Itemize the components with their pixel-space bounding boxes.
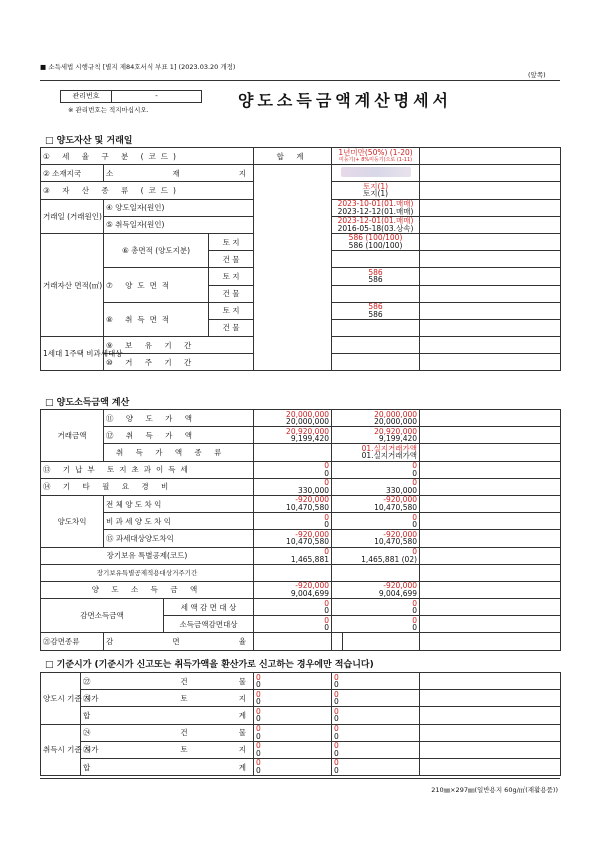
sale-building-label: ㉒ 건 물 — [81, 673, 254, 690]
capital-income-value: -920,000 — [383, 581, 418, 591]
capital-income-total: -920,000 — [295, 581, 329, 591]
reduced-income-group: 감면소득금액 — [41, 599, 164, 633]
zero-value: 0 — [324, 615, 329, 625]
total-gain-value: -920,000 — [383, 495, 418, 505]
other-expenses-value: 330,000 — [386, 485, 418, 495]
zero-value: 0 — [334, 724, 339, 734]
footer-divider — [40, 778, 560, 779]
management-number-label: 관리번호 — [61, 91, 112, 102]
zero-value: 0 — [334, 680, 339, 690]
area-group: 거래자산 면적(㎡) — [41, 233, 104, 336]
asset-type-label: ③ 자 산 종 류 (코드) — [41, 182, 254, 199]
table-row — [41, 427, 561, 444]
acquisition-standard-group: 취득시 기준 시가 — [41, 724, 81, 776]
management-number-note: ※ 관리번호는 적지마십시오. — [68, 106, 149, 114]
zero-value: 0 — [256, 706, 261, 716]
zero-value: 0 — [256, 731, 261, 741]
total-area-value-2: 586 (100/100) — [348, 241, 403, 251]
acquisition-date-value-2: 2016-05-18(03.상속) — [337, 223, 414, 233]
acquisition-date-value: 2023-12-01(01.매매) — [337, 216, 414, 226]
zero-value: 0 — [324, 598, 329, 608]
income-table — [40, 409, 561, 651]
acquisition-price-total: 20,920,000 — [286, 426, 329, 436]
tax-rate-value-main: 1년미만(50%) (1-20) — [338, 148, 413, 158]
zero-value: 0 — [334, 706, 339, 716]
asset-type-value-2: 토지(1) — [362, 189, 389, 199]
table-row — [41, 741, 561, 758]
other-expenses-label: ⑭ 기 타 필 요 경 비 — [41, 478, 254, 495]
acquisition-date-label: ⑤ 취득일자(원인) — [104, 216, 254, 233]
acquisition-land-label: ㉕ 토 지 — [81, 741, 254, 758]
total-header: 합 계 — [254, 148, 332, 165]
sale-price-total-2: 20,000,000 — [286, 417, 329, 427]
assets-table — [40, 147, 561, 371]
table-row — [41, 148, 561, 165]
sale-land-label: ㉓ 토 지 — [81, 690, 254, 707]
section-assets-title: □ 양도자산 및 거래일 — [45, 136, 133, 146]
standard-price-table — [40, 672, 561, 776]
land-label: 토 지 — [209, 268, 254, 285]
zero-value: 0 — [334, 697, 339, 707]
tax-reduction-label: 세 액 감 면 대 상 — [164, 599, 254, 616]
zero-value: 0 — [412, 461, 418, 471]
location-value — [332, 165, 420, 182]
acquisition-area-value-2: 586 — [368, 309, 383, 319]
reduction-type-label: ㉑감면종류 — [41, 633, 104, 650]
acquisition-price-value-2: 9,199,420 — [378, 434, 418, 444]
residence-period-label: ⑩ 거 주 기 간 — [104, 354, 254, 371]
table-row — [41, 673, 561, 690]
acquisition-area-value: 586 — [368, 302, 383, 312]
sale-date-value-2: 2023-12-12(01.매매) — [337, 206, 414, 216]
acquisition-price-type-value-2: 01.실지거래가액 — [361, 451, 418, 461]
table-row — [41, 707, 561, 724]
zero-value: 0 — [324, 461, 329, 471]
tax-rate-value-sub: 미등기(+ 8%미등기)으로 (1-11) — [338, 156, 413, 163]
trade-date-group: 거래일 (거래원인) — [41, 199, 104, 233]
table-row — [41, 599, 561, 616]
zero-value: 0 — [412, 623, 418, 633]
tax-rate-value — [332, 148, 420, 165]
reduction-rate-label: 감 면 율 — [104, 633, 254, 650]
zero-value: 0 — [256, 724, 261, 734]
income-reduction-label: 소득금액감면대상 — [164, 616, 254, 633]
sale-price-total: 20,000,000 — [286, 409, 329, 419]
law-reference: ■ 소득세법 시행규칙 [별지 제84호서식 부표 1] (2023.03.20 개정) — [40, 63, 236, 71]
acquisition-sum-label: 합 계 — [81, 758, 254, 775]
taxable-gain-label: ⑮ 과세대상양도차익 — [104, 530, 254, 547]
trade-price-group: 거래금액 — [41, 410, 104, 462]
table-row — [41, 444, 561, 461]
zero-value: 0 — [324, 468, 329, 478]
building-label: 건 물 — [209, 319, 254, 336]
zero-value: 0 — [412, 520, 418, 530]
zero-value: 0 — [334, 741, 339, 751]
table-row — [41, 530, 561, 547]
long-term-deduction-label: 장기보유 특별공제(코드) — [41, 547, 254, 564]
zero-value: 0 — [412, 598, 418, 608]
sale-area-label: ⑦ 양도면적 — [104, 268, 209, 302]
total-area-label: ⑥ 총면적 (양도지분) — [104, 233, 209, 267]
zero-value: 0 — [334, 748, 339, 758]
sale-sum-label: 합 계 — [81, 707, 254, 724]
long-term-residence-label: 장기보유특별공제적용대상거주기간 — [41, 564, 254, 581]
table-row — [41, 633, 561, 650]
capital-income-value-2: 9,004,699 — [378, 588, 418, 598]
sale-price-value: 20,000,000 — [374, 409, 418, 419]
zero-value: 0 — [412, 478, 418, 488]
long-term-deduction-value: 1,465,881 (02) — [361, 554, 418, 564]
table-row — [41, 478, 561, 495]
zero-value: 0 — [324, 512, 329, 522]
acquisition-price-total-2: 9,199,420 — [290, 434, 329, 444]
paper-spec: 210㎜×297㎜(일반용지 60g/㎡(재활용품)) — [431, 786, 558, 794]
sale-price-value-2: 20,000,000 — [374, 417, 418, 427]
sale-area-value: 586 — [368, 267, 383, 277]
taxable-gain-total: -920,000 — [295, 529, 329, 539]
zero-value: 0 — [324, 520, 329, 530]
zero-value: 0 — [256, 680, 261, 690]
zero-value: 0 — [334, 758, 339, 768]
zero-value: 0 — [256, 766, 261, 776]
building-label: 건 물 — [209, 251, 254, 268]
table-row — [41, 410, 561, 427]
table-row — [41, 547, 561, 564]
sale-price-label: ⑪ 양 도 가 액 — [104, 410, 254, 427]
zero-value: 0 — [256, 697, 261, 707]
zero-value: 0 — [256, 714, 261, 724]
zero-value: 0 — [334, 689, 339, 699]
section-standard-price-title: □ 기준시가 (기준시가 신고또는 취득가액을 환산가로 신고하는 경우에만 적습니다) — [45, 660, 374, 670]
zero-value: 0 — [256, 741, 261, 751]
holding-period-label: ⑨ 보 유 기 간 — [104, 337, 254, 354]
total-column — [254, 165, 332, 371]
acquisition-price-type-value: 01.실지거래가액 — [361, 443, 418, 453]
capital-gain-group: 양도차익 — [41, 495, 104, 547]
total-gain-total-2: 10,470,580 — [286, 503, 329, 513]
zero-value: 0 — [324, 547, 329, 556]
table-row — [41, 495, 561, 512]
zero-value: 0 — [324, 606, 329, 616]
location-blurred — [341, 167, 411, 177]
country-label: ② 소재지국 — [41, 165, 104, 182]
building-label: 건 물 — [209, 285, 254, 302]
management-number-value: - — [155, 92, 158, 100]
zero-value: 0 — [412, 512, 418, 522]
tax-rate-type-label: ① 세 율 구 분 (코드) — [41, 148, 254, 165]
table-row — [41, 564, 561, 581]
capital-income-label: 양 도 소 득 금 액 — [41, 581, 254, 598]
zero-value: 0 — [334, 714, 339, 724]
header-divider — [40, 80, 560, 81]
zero-value: 0 — [412, 615, 418, 625]
page-title: 양도소득금액계산명세서 — [238, 91, 453, 110]
page-side: (앞쪽) — [528, 71, 546, 79]
zero-value: 0 — [412, 547, 418, 556]
table-row — [41, 165, 561, 182]
zero-value: 0 — [412, 468, 418, 478]
zero-value: 0 — [256, 758, 261, 768]
zero-value: 0 — [256, 672, 261, 682]
taxable-gain-value: -920,000 — [383, 529, 418, 539]
taxable-gain-total-2: 10,470,580 — [286, 537, 329, 547]
table-row — [41, 513, 561, 530]
single-house-group: 1세대 1주택 비과세대상 — [41, 337, 104, 371]
taxable-gain-value-2: 10,470,580 — [374, 537, 418, 547]
land-label: 토 지 — [209, 302, 254, 319]
section-income-title: □ 양도소득금액 계산 — [45, 398, 130, 408]
other-expenses-total: 330,000 — [297, 485, 329, 495]
sale-standard-group: 양도시 기준 시가 — [41, 673, 81, 725]
acquisition-area-label: ⑧ 취득면적 — [104, 302, 209, 336]
nontaxable-gain-label: 비 과 세 양 도 차 익 — [104, 513, 254, 530]
zero-value: 0 — [412, 606, 418, 616]
management-number-box — [60, 90, 202, 103]
zero-value: 0 — [334, 766, 339, 776]
table-row — [41, 724, 561, 741]
zero-value: 0 — [256, 748, 261, 758]
zero-value: 0 — [324, 623, 329, 633]
zero-value: 0 — [334, 731, 339, 741]
sale-date-label: ④ 양도일자(원인) — [104, 199, 254, 216]
table-row — [41, 690, 561, 707]
sale-date-value: 2023-10-01(01.매매) — [337, 199, 414, 209]
table-row — [41, 758, 561, 775]
zero-value: 0 — [334, 672, 339, 682]
acquisition-price-type-label: 취 득 가 액 종 류 — [104, 444, 254, 461]
sale-area-value-2: 586 — [368, 275, 383, 285]
empty-cell — [420, 148, 561, 165]
location-label: 소 재 지 — [104, 165, 254, 182]
total-gain-total: -920,000 — [295, 495, 329, 505]
table-row — [41, 581, 561, 598]
acquisition-building-label: ㉔ 건 물 — [81, 724, 254, 741]
capital-income-total-2: 9,004,699 — [290, 588, 329, 598]
asset-type-value: 토지(1) — [362, 181, 389, 191]
table-row — [41, 461, 561, 478]
total-gain-value-2: 10,470,580 — [374, 503, 418, 513]
land-excess-tax-label: ⑬ 기납부 토지초과이득세 — [41, 461, 254, 478]
land-label: 토 지 — [209, 233, 254, 250]
total-area-value: 586 (100/100) — [348, 233, 403, 243]
zero-value: 0 — [256, 689, 261, 699]
long-term-deduction-total: 1,465,881 — [290, 554, 329, 564]
zero-value: 0 — [324, 478, 329, 488]
acquisition-price-label: ⑫ 취 득 가 액 — [104, 427, 254, 444]
total-gain-label: 전 체 양 도 차 익 — [104, 495, 254, 512]
acquisition-price-value: 20,920,000 — [374, 426, 418, 436]
